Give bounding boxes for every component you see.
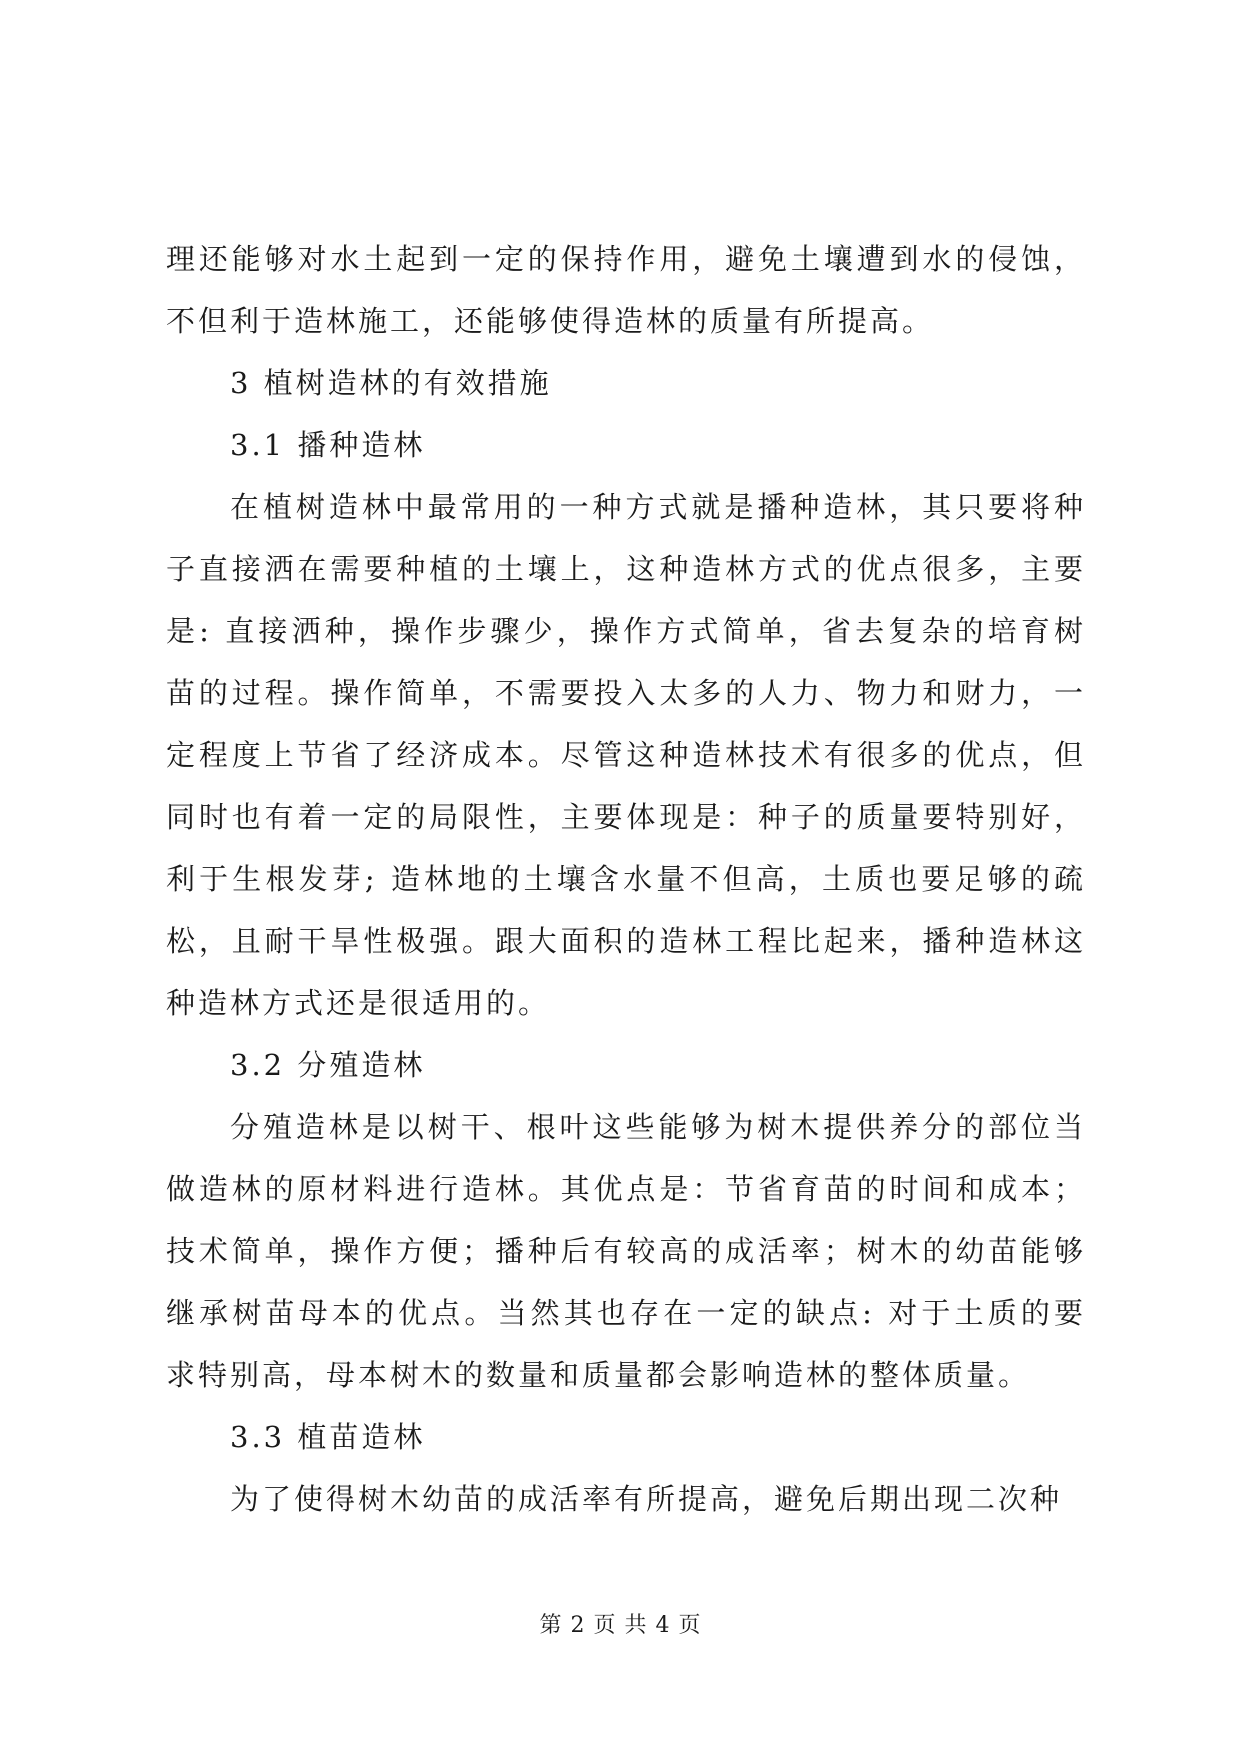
paragraph-propagation-afforestation: 分殖造林是以树干、根叶这些能够为树木提供养分的部位当做造林的原材料进行造林。其优点是：节省育苗的时间和成本；技术简单，操作方便；播种后有较高的成活率；树木的幼苗能够继承树苗母本的优点。当然其也存在一定的缺点: 对于土质的要求特别高，母本树木的数量和质量都会影响造林的整体质量。 <box>166 1110 1086 1392</box>
subsection-heading-3-1: 3.1 播种造林 <box>230 428 426 462</box>
section-heading-3: 3 植树造林的有效措施 <box>230 366 552 400</box>
subsection-heading-3-2: 3.2 分殖造林 <box>230 1048 426 1082</box>
paragraph-continuation: 理还能够对水土起到一定的保持作用，避免土壤遭到水的侵蚀，不但利于造林施工，还能够使得造林的质量有所提高。 <box>166 242 1086 338</box>
body-text <box>166 228 1086 1530</box>
page-number-label: 第 2 页 共 4 页 <box>539 1613 702 1638</box>
page-footer <box>0 1608 1241 1639</box>
paragraph-seeding-afforestation: 在植树造林中最常用的一种方式就是播种造林，其只要将种子直接洒在需要种植的土壤上，这种造林方式的优点很多，主要是: 直接洒种，操作步骤少，操作方式简单，省去复杂的培育树苗的过程。操作简单，不需要投入太多的人力、物力和财力，一定程度上节省了经济成本。尽管这种造林技术有很多的优点，但同时也有着一定的局限性，主要体现是：种子的质量要特别好，利于生根发芽; 造林地的土壤含水量不但高，土质也要足够的疏松，且耐干旱性极强。跟大面积的造林工程比起来，播种造林这种造林方式还是很适用的。 <box>166 490 1086 1020</box>
subsection-heading-3-3: 3.3 植苗造林 <box>230 1420 426 1454</box>
paragraph-seedling-afforestation: 为了使得树木幼苗的成活率有所提高，避免后期出现二次种 <box>230 1482 1063 1516</box>
